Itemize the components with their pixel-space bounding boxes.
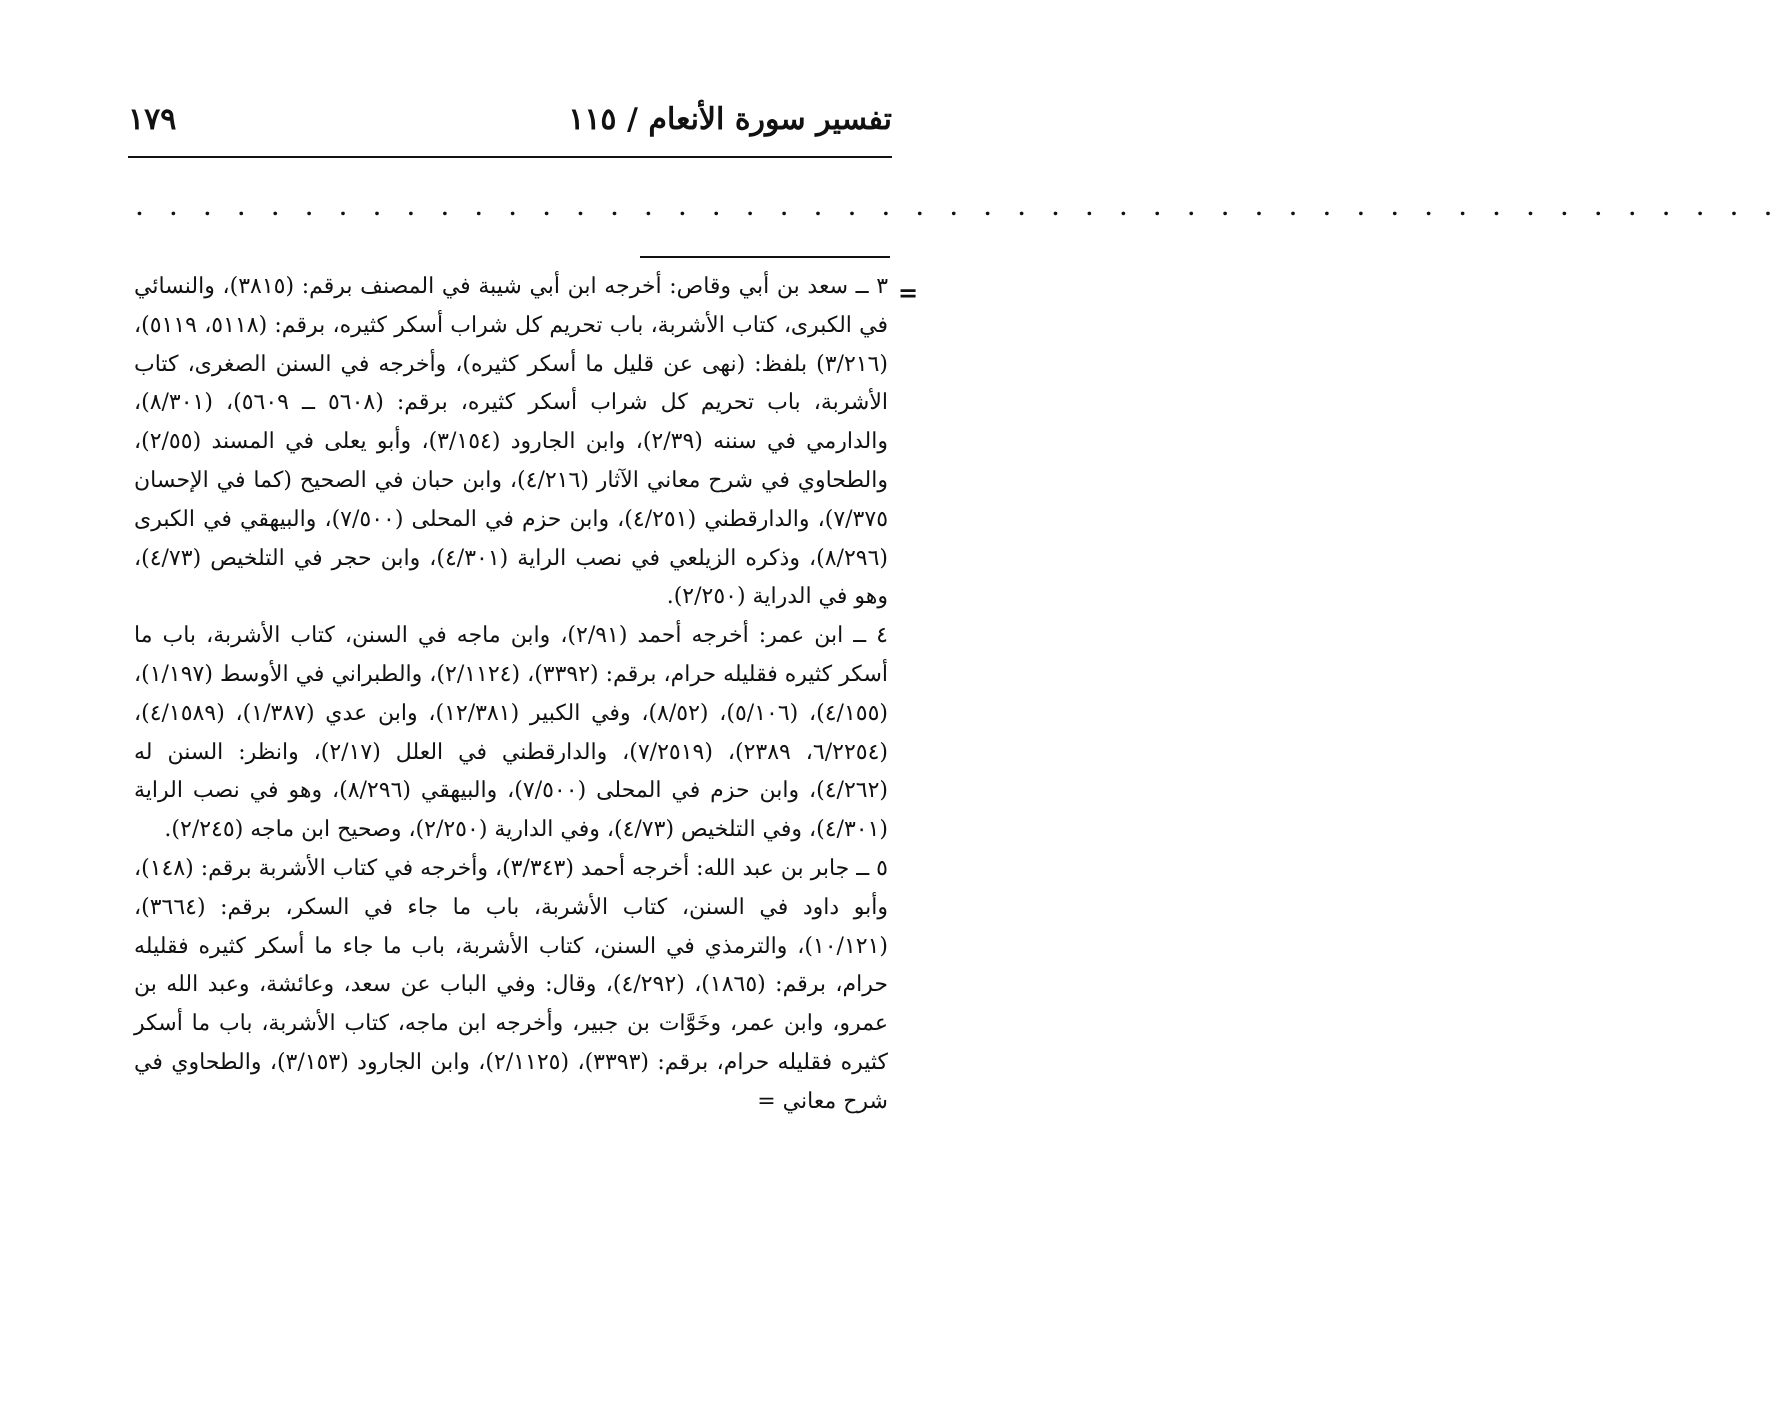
footnote-separator <box>640 256 890 258</box>
page-header <box>128 102 892 156</box>
footnotes-section <box>134 268 888 1388</box>
running-title: تفسير سورة الأنعام / ١١٥ <box>568 102 892 137</box>
page-number: ١٧٩ <box>128 102 177 137</box>
footnote-5: ٥ ــ جابر بن عبد الله: أخرجه أحمد (٣/٣٤٣)، وأخرجه في كتاب الأشربة برقم: (١٤٨)، وأبو داود في السنن، كتاب الأشربة، باب ما جاء في السكر، برقم: (٣٦٦٤)، (١٠/١٢١)، والترمذي في السنن، كتاب الأشربة، باب ما جاء ما أسكر كثيره فقليله حرام، برقم: (١٨٦٥)، (٤/٢٩٢)، وقال: وفي الباب عن سعد، وعائشة، وعبد الله بن عمرو، وابن عمر، وخَوَّات بن جبير، وأخرجه ابن ماجه، كتاب الأشربة، باب ما أسكر كثيره فقليله حرام، برقم: (٣٣٩٣)، (٢/١١٢٥)، وابن الجارود (٣/١٥٣)، والطحاوي في شرح معاني = <box>134 855 888 1114</box>
footnote-3: ٣ ــ سعد بن أبي وقاص: أخرجه ابن أبي شيبة في المصنف برقم: (٣٨١٥)، والنسائي في الكبرى، كتاب الأشربة، باب تحريم كل شراب أسكر كثيره، برقم: (٥١١٨، ٥١١٩)، (٣/٢١٦) بلفظ: (نهى عن قليل ما أسكر كثيره)، وأخرجه في السنن الصغرى، كتاب الأشربة، باب تحريم كل شراب أسكر كثيره، برقم: (٥٦٠٨ ــ ٥٦٠٩)، (٨/٣٠١)، والدارمي في سننه (٢/٣٩)، وابن الجارود (٣/١٥٤)، وأبو يعلى في المسند (٢/٥٥)، والطحاوي في شرح معاني الآثار (٤/٢١٦)، وابن حبان في الصحيح (كما في الإحسان ٧/٣٧٥)، والدارقطني (٤/٢٥١)، وابن حزم في المحلى (٧/٥٠٠)، والبيهقي في الكبرى (٨/٢٩٦)، وذكره الزيلعي في نصب الراية (٤/٣٠١)، وابن حجر في التلخيص (٤/٧٣)، وهو في الدراية (٢/٢٥٠). <box>134 274 889 610</box>
header-rule <box>128 156 892 158</box>
footnote-4: ٤ ــ ابن عمر: أخرجه أحمد (٢/٩١)، وابن ماجه في السنن، كتاب الأشربة، باب ما أسكر كثيره فقليله حرام، برقم: (٣٣٩٢)، (٢/١١٢٤)، والطبراني في الأوسط (١/١٩٧)، (٤/١٥٥)، (٥/١٠٦)، (٨/٥٢)، وفي الكبير (١٢/٣٨١)، وابن عدي (١/٣٨٧)، (٤/١٥٨٩)، (٦/٢٢٥٤، ٢٣٨٩)، (٧/٢٥١٩)، والدارقطني في العلل (٢/١٧)، وانظر: السنن له (٤/٢٦٢)، وابن حزم في المحلى (٧/٥٠٠)، والبيهقي (٨/٢٩٦)، وهو في نصب الراية (٤/٣٠١)، وفي التلخيص (٤/٧٣)، وفي الدارية (٢/٢٥٠)، وصحيح ابن ماجه (٢/٢٤٥). <box>134 623 889 843</box>
continuation-mark: = <box>898 278 919 307</box>
dot-leader: . . . . . . . . . . . . . . . . . . . . . . . . . . . . . . . . . . . . . . . . . . . . . . . . . <box>136 196 1781 220</box>
